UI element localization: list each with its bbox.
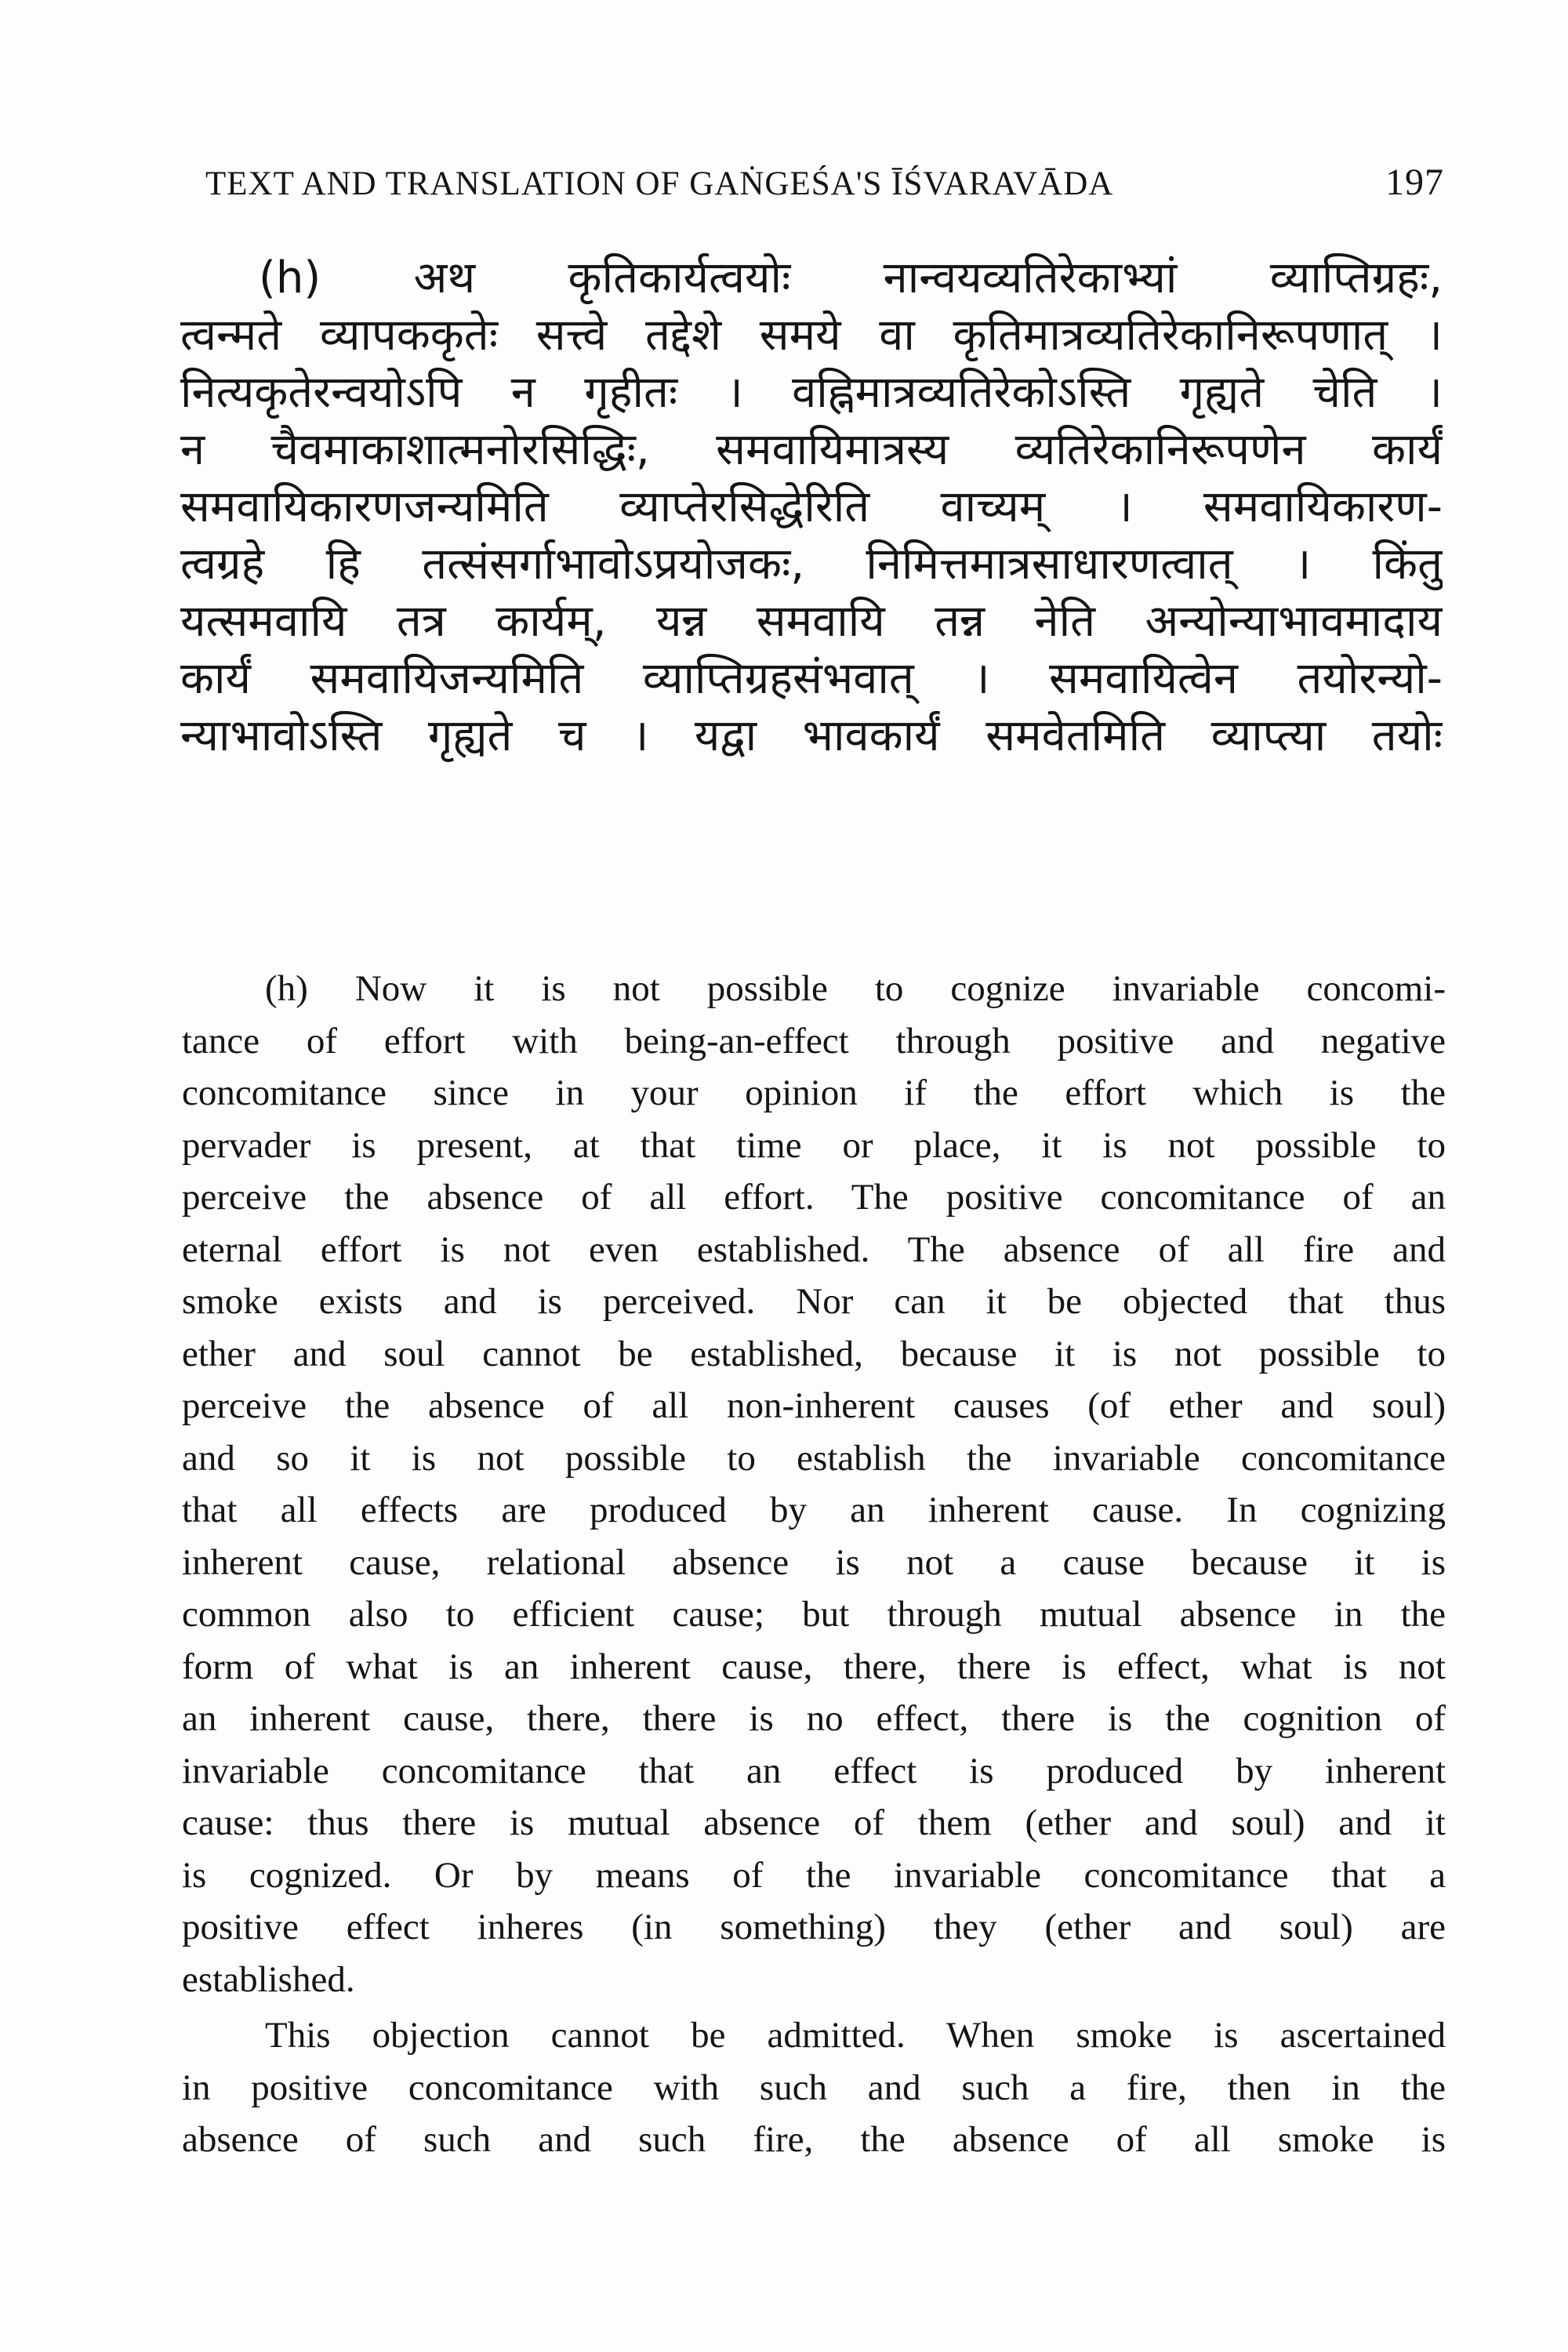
running-head: [205, 161, 1444, 208]
translation-line: is cognized. Or by means of the invariable concomitance that a: [182, 1854, 1446, 1896]
translation-line: tance of effort with being-an-effect through positive and negative: [182, 1020, 1446, 1062]
translation-line: concomitance since in your opinion if the effort which is the: [182, 1073, 1446, 1113]
translation-line: pervader is present, at that time or place, it is not possible to: [182, 1124, 1446, 1166]
translation-line: established.: [182, 1958, 355, 2000]
translation-line: form of what is an inherent cause, there, there is effect, what is not: [182, 1646, 1446, 1687]
sanskrit-line: त्वन्मते व्यापककृतेः सत्त्वे तद्देशे समये वा कृतिमात्रव्यतिरेकानिरूपणात् ।: [180, 310, 1443, 361]
translation-line: common also to efficient cause; but through mutual absence in the: [182, 1594, 1446, 1635]
sanskrit-line: न्याभावोऽस्ति गृह्यते च । यद्वा भावकार्यं समवेतमिति व्याप्त्या तयोः: [180, 710, 1443, 761]
sanskrit-line: कार्यं समवायिजन्यमिति व्याप्तिग्रहसंभवात् । समवायित्वेन तयोरन्यो-: [180, 653, 1443, 704]
translation-line: that all effects are produced by an inherent cause. In cognizing: [182, 1490, 1446, 1530]
reply-paragraph: [182, 2009, 1446, 2166]
translation-line: an inherent cause, there, there is no effect, there is the cognition of: [182, 1698, 1446, 1739]
translation-line: (h) Now it is not possible to cognize invariable concomi-: [265, 968, 1446, 1009]
translation-line: positive effect inheres (in something) they (ether and soul) are: [182, 1907, 1446, 1947]
page-number: 197: [1385, 162, 1444, 203]
sanskrit-line: न चैवमाकाशात्मनोरसिद्धिः, समवायिमात्रस्य व्यतिरेकानिरूपणेन कार्यं: [180, 424, 1443, 475]
translation-line: ether and soul cannot be established, because it is not possible to: [182, 1333, 1446, 1374]
sanskrit-line: त्वग्रहे हि तत्संसर्गाभावोऽप्रयोजकः, निमित्तमात्रसाधारणत्वात् । किंतु: [180, 539, 1443, 590]
translation-line: invariable concomitance that an effect is produced by inherent: [182, 1750, 1446, 1791]
translation-line: perceive the absence of all effort. The positive concomitance of an: [182, 1177, 1446, 1218]
sanskrit-line: नित्यकृतेरन्वयोऽपि न गृहीतः । वह्निमात्रव्यतिरेकोऽस्ति गृह्यते चेति ।: [180, 367, 1443, 418]
translation-line: perceive the absence of all non-inherent causes (of ether and soul): [182, 1385, 1446, 1426]
running-head-title: TEXT AND TRANSLATION OF GAṄGEŚA'S ĪŚVARAVĀDA: [205, 165, 1114, 202]
translation-line: eternal effort is not even established. The absence of all fire and: [182, 1229, 1446, 1270]
translation-line: smoke exists and is perceived. Nor can it be objected that thus: [182, 1281, 1446, 1322]
reply-line: in positive concomitance with such and such a fire, then in the: [182, 2067, 1446, 2108]
sanskrit-text-block: [180, 249, 1443, 764]
translation-paragraph: [182, 963, 1446, 2005]
sanskrit-line: समवायिकारणजन्यमिति व्याप्तेरसिद्धेरिति वाच्यम् । समवायिकारण-: [180, 481, 1443, 532]
reply-line: This objection cannot be admitted. When smoke is ascertained: [265, 2015, 1446, 2056]
translation-line: cause: thus there is mutual absence of them (ether and soul) and it: [182, 1802, 1446, 1843]
sanskrit-line: यत्समवायि तत्र कार्यम्, यन्न समवायि तन्न नेति अन्योन्याभावमादाय: [180, 596, 1443, 647]
translation-line: and so it is not possible to establish the invariable concomitance: [182, 1437, 1446, 1479]
reply-line: absence of such and such fire, the absence of all smoke is: [182, 2119, 1446, 2160]
translation-line: inherent cause, relational absence is not a cause because it is: [182, 1541, 1446, 1583]
sanskrit-line: (h) अथ कृतिकार्यत्वयोः नान्वयव्यतिरेकाभ्यां व्याप्तिग्रहः,: [259, 252, 1443, 303]
